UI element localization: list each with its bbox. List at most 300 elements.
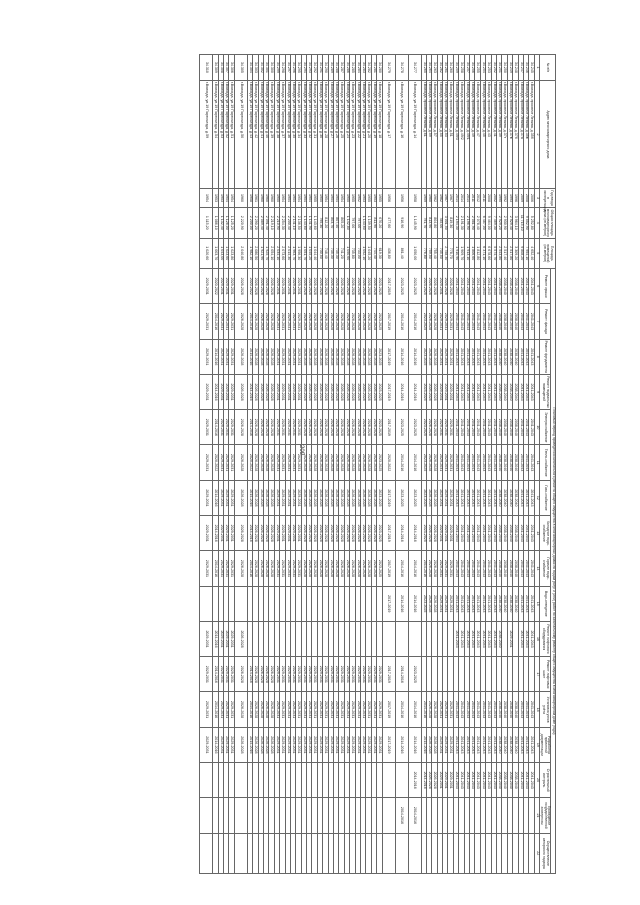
row-address: г.Вологда, ул.19 Партсъезда, д.24 — [344, 80, 349, 188]
row-period-cell: 2029-2031 — [274, 480, 279, 515]
row-period-cell: 2041-2043 — [523, 374, 528, 409]
row-period-cell: 2029-2031 — [296, 657, 301, 692]
row-total-area: 2 220,90 — [234, 207, 247, 238]
column-number: 17 — [534, 657, 539, 692]
row-period-cell — [339, 763, 344, 798]
table-row — [213, 55, 218, 874]
row-period-cell: 2041-2043 — [529, 551, 534, 586]
row-period-cell: 2026-2028 — [253, 480, 258, 515]
row-number: 34.295 — [296, 55, 301, 81]
row-period-cell: 2038-2040 — [513, 692, 518, 727]
row-period-cell — [339, 621, 344, 656]
row-total-area: 2 081,90 — [470, 207, 475, 238]
row-period-cell: 2041-2043 — [491, 339, 496, 374]
row-period-cell: 2041-2043 — [453, 445, 458, 480]
row-period-cell: 2026-2028 — [344, 304, 349, 339]
row-period-cell — [344, 586, 349, 621]
row-period-cell: 2029-2031 — [218, 304, 223, 339]
row-year: 2011 — [480, 189, 485, 208]
row-period-cell: 2029-2031 — [507, 621, 512, 656]
row-period-cell: 2041-2043 — [529, 516, 534, 551]
row-total-area: 1 143,60 — [301, 207, 306, 238]
row-living-area: 778,70 — [448, 238, 453, 269]
row-living-area: 735,30 — [334, 238, 339, 269]
row-period-cell: 2029-2031 — [443, 410, 448, 445]
row-period-cell: 2038-2040 — [497, 374, 502, 409]
row-period-cell: 2026-2028 — [263, 339, 268, 374]
row-year: 1960 — [234, 189, 247, 208]
row-period-cell: 2026-2028 — [366, 339, 371, 374]
row-year: 2012 — [475, 189, 480, 208]
row-period-cell: 2041-2043 — [470, 304, 475, 339]
row-period-cell: 2041-2043 — [518, 480, 523, 515]
row-period-cell: 2023-2025 — [377, 480, 382, 515]
row-period-cell: 2026-2028 — [258, 657, 263, 692]
row-period-cell: 2029-2031 — [296, 551, 301, 586]
row-period-cell: 2026-2028 — [234, 410, 247, 445]
row-period-cell: 2026-2028 — [307, 339, 312, 374]
row-period-cell — [408, 833, 421, 873]
row-number: 34.277 — [408, 55, 421, 81]
row-period-cell — [229, 798, 234, 833]
row-year: 1967 — [448, 189, 453, 208]
row-period-cell: 2029-2031 — [285, 727, 290, 762]
row-period-cell: 2029-2031 — [290, 657, 295, 692]
row-period-cell — [301, 621, 306, 656]
row-period-cell: 2038-2040 — [507, 445, 512, 480]
row-number: 34.308 — [218, 55, 223, 81]
row-address: г.Вологда, ул.19 Партсъезда, д.17 — [382, 80, 395, 188]
row-period-cell: 2041-2043 — [518, 269, 523, 304]
row-period-cell: 2017-2019 — [382, 374, 395, 409]
row-period-cell: 2026-2028 — [269, 692, 274, 727]
row-period-cell: 2014-2016 — [213, 480, 218, 515]
row-period-cell — [323, 763, 328, 798]
row-period-cell: 2038-2040 — [507, 339, 512, 374]
table-row — [507, 55, 512, 874]
row-address: г.Вологда, проспект Ленина, д.49/3 — [453, 80, 458, 188]
row-period-cell — [371, 798, 376, 833]
table-row — [382, 55, 395, 874]
row-period-cell: 2026-2028 — [253, 374, 258, 409]
row-period-cell — [426, 798, 431, 833]
row-period-cell — [269, 833, 274, 873]
row-year: 2008 — [523, 189, 528, 208]
row-number: 34.293 — [307, 55, 312, 81]
row-address: г.Вологда, проспект Ленина, д.37а — [518, 80, 523, 188]
row-period-cell: 2041-2043 — [475, 516, 480, 551]
row-period-cell — [339, 798, 344, 833]
row-living-area: 1 043,00 — [218, 238, 223, 269]
table-row — [218, 55, 223, 874]
row-period-cell: 2041-2043 — [523, 621, 528, 656]
table-row — [491, 55, 496, 874]
header-area: Общая площадь многоквартирного дома (кв.метров) — [539, 207, 555, 238]
row-number: 34.289 — [328, 55, 333, 81]
row-period-cell: 2026-2028 — [432, 516, 437, 551]
row-period-cell: 2026-2028 — [301, 374, 306, 409]
row-period-cell: 2041-2043 — [464, 692, 469, 727]
row-number: 34.298 — [280, 55, 285, 81]
row-period-cell: 2014-2016 — [213, 551, 218, 586]
table-row — [339, 55, 344, 874]
row-number: 34.257 — [464, 55, 469, 81]
row-period-cell: 2041-2043 — [475, 410, 480, 445]
row-period-cell: 2020-2022 — [213, 269, 218, 304]
row-period-cell: 2041-2043 — [459, 480, 464, 515]
row-period-cell: 2029-2031 — [448, 763, 453, 798]
row-total-area: 1 142,80 — [344, 207, 349, 238]
row-year: 1954 — [307, 189, 312, 208]
header-row-1 — [551, 55, 556, 874]
row-living-area: 7 954,10 — [523, 238, 528, 269]
table-row — [486, 55, 491, 874]
row-address: г.Вологда, проспект Ленина, д.39 — [497, 80, 502, 188]
row-period-cell: 2026-2028 — [301, 445, 306, 480]
header-project: Разработка проектной документации — [539, 727, 551, 762]
row-period-cell: 2026-2028 — [339, 516, 344, 551]
row-number: 34.251 — [497, 55, 502, 81]
row-number: 34.283 — [360, 55, 365, 81]
row-period-cell — [258, 586, 263, 621]
row-total-area: 6 487,00 — [480, 207, 485, 238]
row-period-cell: 2014-2016 — [395, 445, 408, 480]
row-period-cell: 2029-2031 — [224, 304, 229, 339]
row-period-cell: 2026-2028 — [350, 339, 355, 374]
row-period-cell — [274, 833, 279, 873]
row-period-cell: 2041-2043 — [464, 763, 469, 798]
row-period-cell — [234, 763, 247, 798]
row-period-cell: 2026-2028 — [312, 410, 317, 445]
row-period-cell: 2038-2040 — [507, 480, 512, 515]
row-period-cell: 2041-2043 — [529, 374, 534, 409]
row-period-cell — [502, 798, 507, 833]
row-period-cell: 2041-2043 — [529, 727, 534, 762]
row-year: 1995 — [497, 189, 502, 208]
row-period-cell: 2026-2028 — [350, 480, 355, 515]
row-period-cell: 2041-2043 — [491, 692, 496, 727]
row-period-cell: 2026-2028 — [432, 374, 437, 409]
row-period-cell: 2041-2043 — [453, 339, 458, 374]
row-period-cell: 2029-2031 — [290, 339, 295, 374]
row-period-cell — [518, 833, 523, 873]
row-number: 34.280 — [377, 55, 382, 81]
row-period-cell: 2026-2028 — [269, 516, 274, 551]
row-period-cell: 2029-2031 — [366, 657, 371, 692]
row-period-cell — [269, 621, 274, 656]
row-period-cell: 2026-2028 — [323, 374, 328, 409]
row-period-cell: 2038-2040 — [507, 586, 512, 621]
row-period-cell — [253, 798, 258, 833]
row-period-cell: 2026-2028 — [426, 516, 431, 551]
row-period-cell: 2023-2025 — [421, 480, 426, 515]
row-period-cell: 2029-2031 — [224, 551, 229, 586]
row-period-cell: 2014-2016 — [247, 551, 252, 586]
row-year: 1955 — [350, 189, 355, 208]
row-period-cell: 2029-2031 — [448, 516, 453, 551]
row-number: 34.281 — [371, 55, 376, 81]
row-period-cell — [382, 798, 395, 833]
row-period-cell: 2029-2031 — [229, 657, 234, 692]
row-period-cell: 2029-2031 — [355, 657, 360, 692]
table-row — [371, 55, 376, 874]
row-period-cell: 2017-2019 — [382, 516, 395, 551]
row-period-cell: 2026-2028 — [355, 551, 360, 586]
row-period-cell: 2026-2028 — [334, 304, 339, 339]
row-living-area: 9 808,20 — [518, 238, 523, 269]
row-period-cell: 2029-2031 — [296, 445, 301, 480]
row-period-cell: 2029-2031 — [437, 445, 442, 480]
table-row — [443, 55, 448, 874]
row-number: 34.292 — [312, 55, 317, 81]
row-number: 34.258 — [459, 55, 464, 81]
row-period-cell — [229, 833, 234, 873]
header-plan-title: Плановый период проведения капитального ремонта общего имущества в многоквартирных домах по видам услуг и (или) работ по капитальному ремонту общего имущества в многоквартирном доме (годы) — [551, 269, 556, 874]
row-period-cell: 2014-2016 — [213, 410, 218, 445]
row-total-area: 670,20 — [377, 207, 382, 238]
row-period-cell — [317, 798, 322, 833]
row-period-cell — [502, 657, 507, 692]
row-period-cell: 2026-2028 — [355, 269, 360, 304]
row-year: 1954 — [301, 189, 306, 208]
row-period-cell — [263, 621, 268, 656]
row-period-cell: 2041-2043 — [518, 304, 523, 339]
row-period-cell: 2029-2031 — [323, 657, 328, 692]
row-year: 1960 — [258, 189, 263, 208]
row-period-cell: 2029-2031 — [443, 551, 448, 586]
row-period-cell — [355, 621, 360, 656]
row-period-cell: 2041-2043 — [475, 374, 480, 409]
row-period-cell: 2029-2031 — [448, 692, 453, 727]
row-period-cell: 2014-2016 — [395, 304, 408, 339]
rotated-table-wrapper — [56, 54, 556, 874]
row-period-cell — [312, 833, 317, 873]
row-period-cell: 2038-2040 — [513, 763, 518, 798]
row-period-cell — [312, 798, 317, 833]
row-period-cell: 2041-2043 — [491, 551, 496, 586]
row-period-cell: 2026-2028 — [258, 516, 263, 551]
row-period-cell — [200, 833, 213, 873]
row-period-cell: 2029-2031 — [344, 692, 349, 727]
row-address: г.Вологда, проспект Ленина, д.35в — [523, 80, 528, 188]
row-period-cell: 2026-2028 — [258, 269, 263, 304]
row-period-cell: 2026-2028 — [301, 516, 306, 551]
table-row — [513, 55, 518, 874]
table-row — [328, 55, 333, 874]
row-period-cell: 2041-2043 — [518, 727, 523, 762]
row-period-cell: 2029-2031 — [290, 516, 295, 551]
table-row — [229, 55, 234, 874]
row-number: 34.300 — [269, 55, 274, 81]
row-period-cell: 2038-2040 — [513, 445, 518, 480]
row-period-cell: 2029-2031 — [274, 516, 279, 551]
row-period-cell — [464, 657, 469, 692]
row-period-cell: 2029-2031 — [334, 692, 339, 727]
row-period-cell — [234, 586, 247, 621]
row-period-cell — [290, 833, 295, 873]
row-living-area: 1 045,20 — [307, 238, 312, 269]
row-period-cell: 2029-2031 — [200, 480, 213, 515]
row-period-cell: 2026-2028 — [355, 304, 360, 339]
row-period-cell — [339, 586, 344, 621]
row-period-cell: 2026-2028 — [426, 727, 431, 762]
row-address: г.Вологда, ул.19 Партсъезда, д.25 — [339, 80, 344, 188]
row-period-cell: 2041-2043 — [529, 692, 534, 727]
table-row — [274, 55, 279, 874]
row-period-cell: 2029-2031 — [296, 269, 301, 304]
row-period-cell: 2026-2028 — [269, 410, 274, 445]
table-row — [350, 55, 355, 874]
row-period-cell — [366, 798, 371, 833]
row-period-cell — [459, 833, 464, 873]
row-living-area: 1 956,30 — [296, 238, 301, 269]
column-number: 19 — [534, 727, 539, 762]
row-period-cell: 2029-2031 — [448, 551, 453, 586]
row-year: 1955 — [317, 189, 322, 208]
column-number: 8 — [534, 339, 539, 374]
row-period-cell: 2041-2043 — [470, 339, 475, 374]
row-period-cell — [339, 833, 344, 873]
row-period-cell — [475, 833, 480, 873]
row-number: 34.302 — [258, 55, 263, 81]
row-period-cell: 2026-2028 — [263, 269, 268, 304]
row-address: г.Вологда, ул.19 Партсъезда, д.37 — [280, 80, 285, 188]
row-period-cell: 2026-2028 — [269, 304, 274, 339]
row-period-cell: 2041-2043 — [491, 516, 496, 551]
row-period-cell: 2023-2025 — [377, 410, 382, 445]
row-period-cell: 2029-2031 — [371, 727, 376, 762]
row-period-cell: 2029-2031 — [229, 269, 234, 304]
header-address: Адрес многоквартирного дома — [539, 80, 555, 188]
row-period-cell: 2038-2040 — [497, 304, 502, 339]
row-period-cell — [213, 763, 218, 798]
row-period-cell: 2026-2028 — [443, 269, 448, 304]
row-period-cell — [480, 833, 485, 873]
row-period-cell — [470, 798, 475, 833]
row-period-cell: 2026-2028 — [263, 657, 268, 692]
row-period-cell: 2026-2028 — [366, 551, 371, 586]
row-period-cell — [224, 798, 229, 833]
row-period-cell: 2014-2016 — [408, 445, 421, 480]
row-living-area: 1 910,90 — [453, 238, 458, 269]
row-period-cell: 2023-2025 — [377, 304, 382, 339]
row-number: 34.309 — [213, 55, 218, 81]
row-period-cell: 2029-2031 — [443, 692, 448, 727]
row-period-cell: 2029-2031 — [280, 445, 285, 480]
row-period-cell: 2026-2028 — [426, 445, 431, 480]
row-period-cell: 2029-2031 — [307, 727, 312, 762]
header-heat: Тепло-снабжение — [539, 445, 551, 480]
row-year: 2011 — [470, 189, 475, 208]
row-period-cell: 2041-2043 — [470, 586, 475, 621]
row-period-cell: 2041-2043 — [475, 727, 480, 762]
row-period-cell: 2026-2028 — [234, 621, 247, 656]
header-year: Год ввода в эксплуатацию — [539, 189, 555, 208]
row-period-cell — [355, 586, 360, 621]
row-address: г.Вологда, ул.19 Партсъезда, д.22 — [355, 80, 360, 188]
row-period-cell: 2026-2028 — [312, 516, 317, 551]
row-period-cell: 2026-2028 — [234, 727, 247, 762]
row-period-cell — [285, 763, 290, 798]
row-period-cell — [377, 798, 382, 833]
row-period-cell: 2026-2028 — [360, 445, 365, 480]
row-period-cell: 2029-2031 — [307, 657, 312, 692]
row-period-cell: 2029-2031 — [274, 339, 279, 374]
row-period-cell: 2026-2028 — [355, 480, 360, 515]
row-address: г.Вологда, ул.19 Партсъезда, д.28 — [323, 80, 328, 188]
row-period-cell: 2026-2028 — [323, 410, 328, 445]
row-period-cell — [301, 586, 306, 621]
row-total-area: 795,30 — [317, 207, 322, 238]
row-period-cell: 2029-2031 — [285, 692, 290, 727]
row-period-cell: 2029-2031 — [371, 657, 376, 692]
row-period-cell: 2029-2031 — [360, 727, 365, 762]
row-total-area: 805,20 — [339, 207, 344, 238]
row-period-cell: 2014-2016 — [395, 374, 408, 409]
row-period-cell: 2029-2031 — [274, 304, 279, 339]
row-period-cell: 2041-2043 — [480, 480, 485, 515]
row-period-cell: 2038-2040 — [507, 269, 512, 304]
row-period-cell: 2026-2028 — [371, 445, 376, 480]
row-period-cell: 2026-2028 — [426, 480, 431, 515]
row-total-area: 2 290,20 — [253, 207, 258, 238]
row-living-area: 735,30 — [328, 238, 333, 269]
row-period-cell: 2026-2028 — [334, 551, 339, 586]
row-period-cell: 2026-2028 — [448, 269, 453, 304]
row-period-cell: 2026-2028 — [317, 516, 322, 551]
row-period-cell — [344, 621, 349, 656]
row-period-cell: 2023-2025 — [377, 445, 382, 480]
row-period-cell — [253, 586, 258, 621]
row-number: 34.296 — [290, 55, 295, 81]
row-period-cell: 2029-2031 — [328, 657, 333, 692]
row-period-cell: 2041-2043 — [486, 551, 491, 586]
row-period-cell: 2026-2028 — [360, 304, 365, 339]
row-period-cell: 2029-2031 — [274, 657, 279, 692]
row-period-cell: 2038-2040 — [497, 586, 502, 621]
table-row — [312, 55, 317, 874]
row-period-cell: 2029-2031 — [296, 727, 301, 762]
row-number: 34.264 — [426, 55, 431, 81]
row-period-cell: 2017-2019 — [382, 727, 395, 762]
row-period-cell: 2041-2043 — [529, 586, 534, 621]
row-period-cell — [475, 657, 480, 692]
row-period-cell: 2029-2031 — [312, 692, 317, 727]
row-period-cell: 2038-2040 — [497, 551, 502, 586]
row-period-cell: 2014-2016 — [213, 374, 218, 409]
row-period-cell: 2041-2043 — [480, 621, 485, 656]
row-period-cell: 2029-2031 — [443, 374, 448, 409]
row-period-cell: 2023-2025 — [395, 480, 408, 515]
row-total-area: 2 191,30 — [459, 207, 464, 238]
row-period-cell: 2038-2040 — [513, 374, 518, 409]
row-total-area: 2 078,40 — [475, 207, 480, 238]
row-period-cell: 2026-2028 — [253, 692, 258, 727]
row-living-area: 2 054,10 — [269, 238, 274, 269]
row-total-area: 3 964,10 — [513, 207, 518, 238]
row-period-cell — [448, 657, 453, 692]
row-period-cell: 2038-2040 — [513, 410, 518, 445]
row-period-cell: 2029-2031 — [437, 374, 442, 409]
row-period-cell: 2020-2022 — [382, 445, 395, 480]
table-body — [200, 55, 540, 874]
row-period-cell: 2026-2028 — [366, 269, 371, 304]
row-period-cell: 2029-2031 — [290, 304, 295, 339]
row-period-cell: 2026-2028 — [258, 727, 263, 762]
row-period-cell: 2026-2028 — [426, 269, 431, 304]
row-period-cell: 2038-2040 — [507, 410, 512, 445]
column-number: 22 — [534, 833, 539, 873]
